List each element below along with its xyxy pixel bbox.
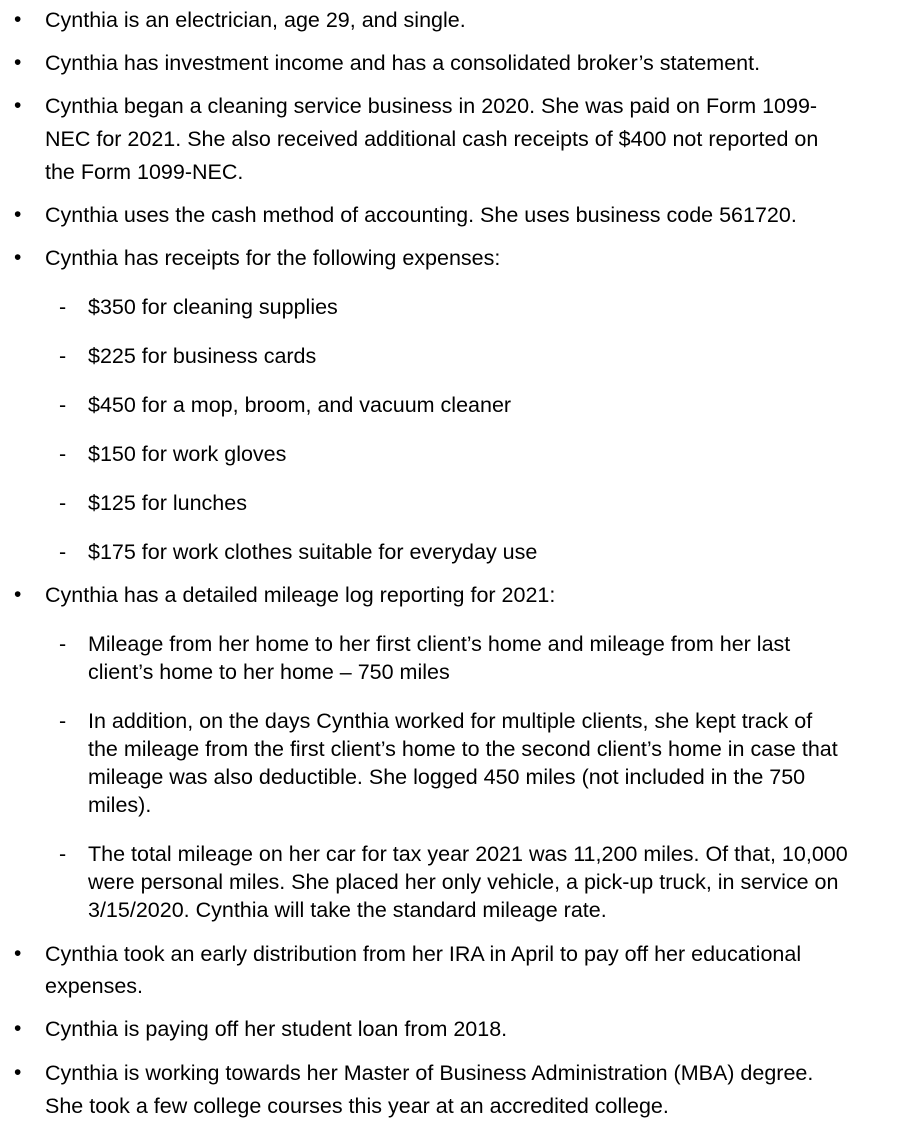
dash-icon: - <box>59 491 67 515</box>
dash-icon: - <box>59 632 67 656</box>
bullet-icon: • <box>14 942 22 965</box>
sub-item-text: client’s home to her home – 750 miles <box>88 660 450 684</box>
sub-item-text: The total mileage on her car for tax year 2021 was 11,200 miles. Of that, 10,000 <box>88 842 848 866</box>
bullet-text: Cynthia is working towards her Master of Business Administration (MBA) degree. <box>45 1061 814 1085</box>
sub-item-text: mileage was also deductible. She logged 450 miles (not included in the 750 <box>88 765 806 789</box>
sub-item-text: 3/15/2020. Cynthia will take the standard mileage rate. <box>88 898 607 922</box>
bullet-text: Cynthia is an electrician, age 29, and single. <box>45 8 466 32</box>
bullet-icon: • <box>14 583 22 606</box>
bullet-text: Cynthia is paying off her student loan from 2018. <box>45 1017 508 1041</box>
sub-item-text: $450 for a mop, broom, and vacuum cleaner <box>88 393 512 417</box>
bullet-text: Cynthia has a detailed mileage log reporting for 2021: <box>45 583 556 607</box>
sub-item-text: the mileage from the first client’s home to the second client’s home in case that <box>88 737 838 761</box>
dash-icon: - <box>59 344 67 368</box>
bullet-text: She took a few college courses this year at an accredited college. <box>45 1094 669 1118</box>
bullet-icon: • <box>14 51 22 74</box>
bullet-text: Cynthia has receipts for the following expenses: <box>45 246 501 270</box>
bullet-icon: • <box>14 203 22 226</box>
sub-item-text: Mileage from her home to her first client’s home and mileage from her last <box>88 632 791 656</box>
sub-item-text: $150 for work gloves <box>88 442 287 466</box>
sub-item-text: $175 for work clothes suitable for everyday use <box>88 540 538 564</box>
sub-item-text: $125 for lunches <box>88 491 247 515</box>
bullet-text: Cynthia took an early distribution from her IRA in April to pay off her educational <box>45 942 802 966</box>
dash-icon: - <box>59 540 67 564</box>
bullet-text: Cynthia began a cleaning service business in 2020. She was paid on Form 1099- <box>45 94 818 118</box>
bullet-text: expenses. <box>45 974 144 998</box>
sub-item-text: miles). <box>88 793 152 817</box>
dash-icon: - <box>59 393 67 417</box>
bullet-text: the Form 1099-NEC. <box>45 160 244 184</box>
bullet-icon: • <box>14 246 22 269</box>
bullet-text: Cynthia has investment income and has a consolidated broker’s statement. <box>45 51 761 75</box>
dash-icon: - <box>59 709 67 733</box>
bullet-icon: • <box>14 1017 22 1040</box>
sub-item-text: $350 for cleaning supplies <box>88 295 338 319</box>
bullet-text: Cynthia uses the cash method of accounting. She uses business code 561720. <box>45 203 797 227</box>
bullet-icon: • <box>14 8 22 31</box>
dash-icon: - <box>59 295 67 319</box>
bullet-text: NEC for 2021. She also received additional cash receipts of $400 not reported on <box>45 127 819 151</box>
bullet-icon: • <box>14 94 22 117</box>
dash-icon: - <box>59 442 67 466</box>
dash-icon: - <box>59 842 67 866</box>
bullet-icon: • <box>14 1061 22 1084</box>
sub-item-text: were personal miles. She placed her only vehicle, a pick-up truck, in service on <box>88 870 839 894</box>
sub-item-text: In addition, on the days Cynthia worked for multiple clients, she kept track of <box>88 709 813 733</box>
sub-item-text: $225 for business cards <box>88 344 317 368</box>
